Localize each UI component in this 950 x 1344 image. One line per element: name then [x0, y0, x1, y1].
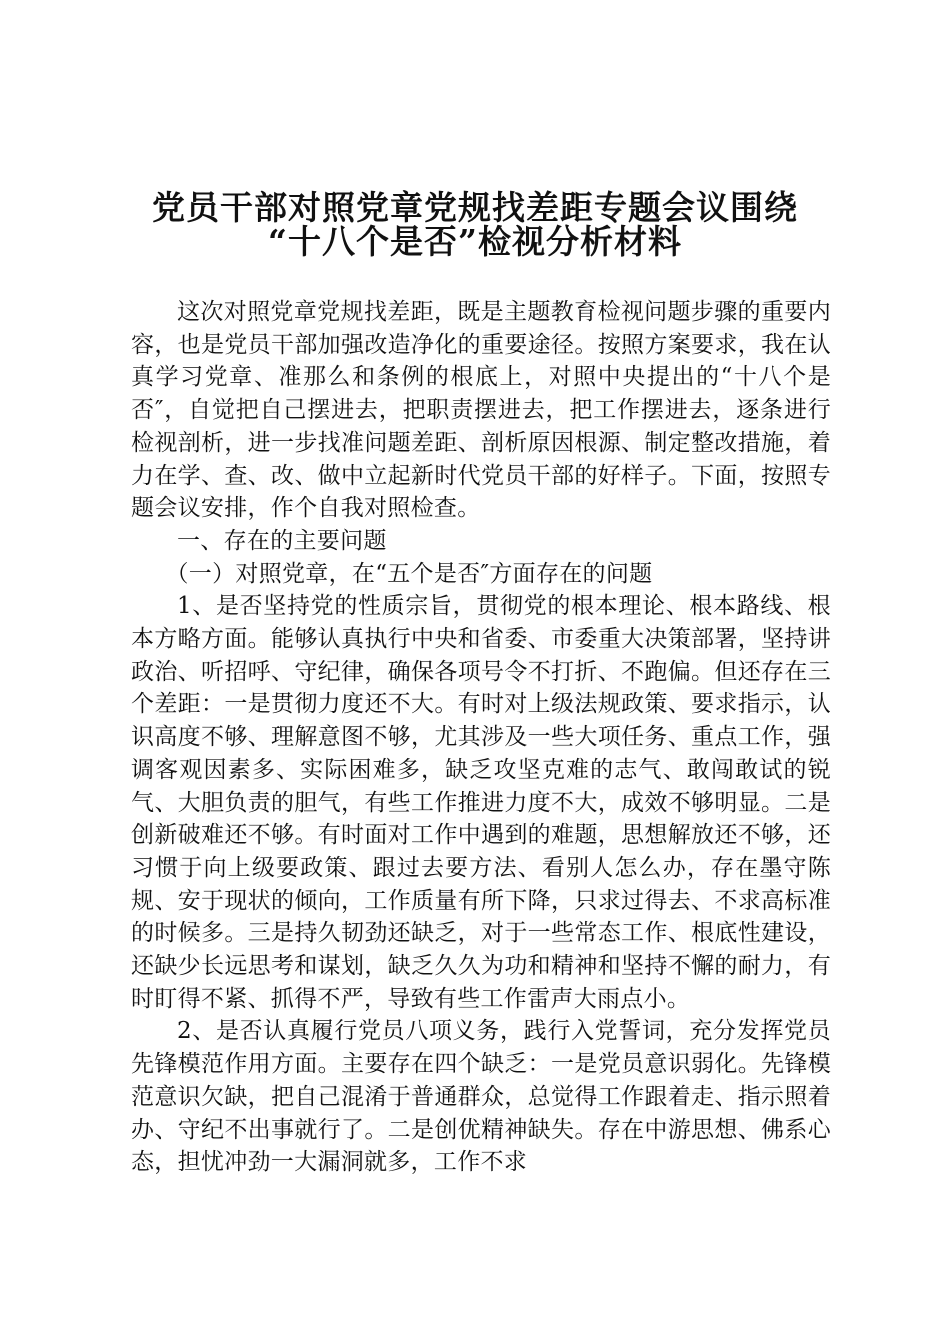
subsection-heading: （一）对照党章，在“五个是否″方面存在的问题	[165, 560, 653, 587]
document-title-line-1: 党员干部对照党章党规找差距专题会议围绕	[152, 188, 798, 227]
document-title-line-2: “十八个是否”检视分析材料	[268, 222, 682, 261]
item-1-paragraph: 1、是否坚持党的性质宗旨，贯彻党的根本理论、根本路线、根本方略方面。能够认真执行中央和省委、市委重大决策部署，坚持讲政治、听招呼、守纪律，确保各项号令不打折、不跑偏。但还存在三个差距：一是贯彻力度还不大。有时对上级法规政策、要求指示，认识高度不够、理解意图不够，尤其涉及一些大项任务、重点工作，强调客观因素多、实际困难多，缺乏攻坚克难的志气、敢闯敢试的锐气、大胆负责的胆气，有些工作推进力度不大，成效不够明显。二是创新破难还不够。有时面对工作中遇到的难题，思想解放还不够，还习惯于向上级要政策、跟过去要方法、看别人怎么办，存在墨守陈规、安于现状的倾向，工作质量有所下降，只求过得去、不求高标准的时候多。三是持久韧劲还缺乏，对于一些常态工作、根底性建设，还缺少长远思考和谋划，缺乏久久为功和精神和坚持不懈的耐力，有时盯得不紧、抓得不严，导致有些工作雷声大雨点小。	[131, 593, 831, 1012]
section-heading: 一、存在的主要问题	[177, 527, 387, 554]
item-2-paragraph: 2、是否认真履行党员八项义务，践行入党誓词，充分发挥党员先锋模范作用方面。主要存在四个缺乏：一是党员意识弱化。先锋模范意识欠缺，把自己混淆于普通群众，总觉得工作跟着走、指示照着办、守纪不出事就行了。二是创优精神缺失。存在中游思想、佛系心态，担忧冲劲一大漏洞就多，工作不求	[131, 1018, 831, 1176]
intro-paragraph: 这次对照党章党规找差距，既是主题教育检视问题步骤的重要内容，也是党员干部加强改造净化的重要途径。按照方案要求，我在认真学习党章、准那么和条例的根底上，对照中央提出的“十八个是否″，自觉把自己摆进去，把职责摆进去，把工作摆进去，逐条进行检视剖析，进一步找准问题差距、剖析原因根源、制定整改措施，着力在学、查、改、做中立起新时代党员干部的好样子。下面，按照专题会议安排，作个自我对照检查。	[131, 299, 831, 522]
document-body	[131, 296, 831, 1179]
